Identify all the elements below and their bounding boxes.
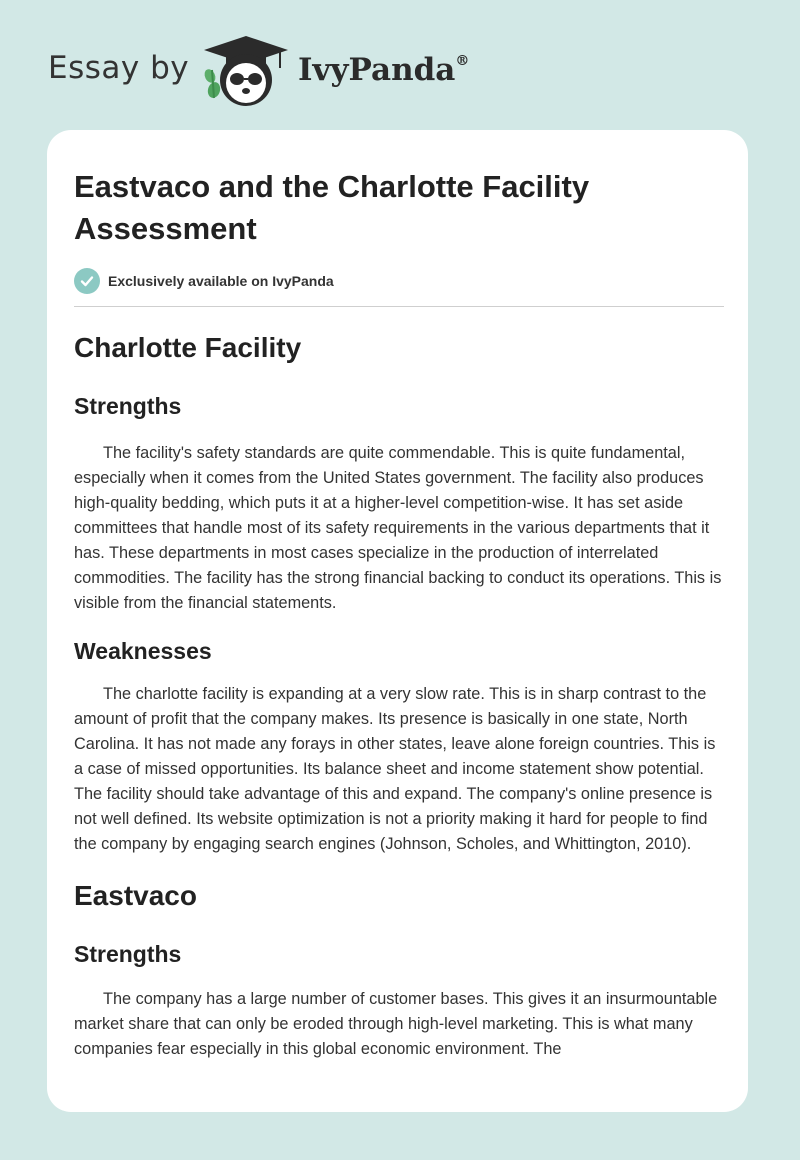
subsection-heading-strengths: Strengths [74, 941, 182, 967]
registered-mark: ® [455, 52, 470, 69]
article-title: Eastvaco and the Charlotte Facility Assessment [74, 169, 590, 246]
panda-graduate-logo-icon[interactable] [198, 34, 294, 110]
brand-name[interactable] [298, 52, 469, 88]
article-card [47, 130, 748, 1112]
paragraph-charlotte-strengths: The facility's safety standards are quite commendable. This is quite fundamental, especially when it comes from the United States government. The facility also produces high-quality bedding, which puts it at a higher-level competition-wise. It has set aside committees that handle most of its safety requirements in the various departments that it has. These departments in most cases specialize in the production of interrelated commodities. The facility has the strong financial backing to conduct its operations. This is visible from the financial statements. [74, 444, 722, 612]
section-heading-charlotte-facility: Charlotte Facility [74, 332, 302, 363]
subsection-heading-weaknesses: Weaknesses [74, 638, 212, 664]
title-divider [74, 306, 724, 307]
section-heading-eastvaco: Eastvaco [74, 880, 197, 911]
checkmark-icon [74, 268, 100, 294]
paragraph-charlotte-weaknesses: The charlotte facility is expanding at a very slow rate. This is in sharp contrast to the amount of profit that the company makes. Its presence is basically in one state, North Carolina. It has not made any forays in other states, leave alone foreign countries. This is a case of missed opportunities. Its balance sheet and income statement show potential. The facility should take advantage of this and expand. The company's online presence is not well defined. Its website optimization is not a priority making it hard for people to find the company by engaging search engines (Johnson, Scholes, and Whittington, 2010). [74, 685, 716, 853]
article-content [74, 166, 724, 1062]
paragraph-eastvaco-strengths: The company has a large number of customer bases. This gives it an insurmountable market share that can only be eroded through high-level marketing. This is what many companies fear especially in this global economic environment. The [74, 990, 718, 1058]
exclusive-label: Exclusively available on IvyPanda [108, 273, 334, 289]
brand-text: IvyPanda [298, 52, 456, 88]
subsection-heading-strengths: Strengths [74, 393, 182, 419]
exclusive-badge [74, 268, 724, 294]
site-header [0, 0, 800, 130]
essay-by-label: Essay by [48, 50, 190, 86]
